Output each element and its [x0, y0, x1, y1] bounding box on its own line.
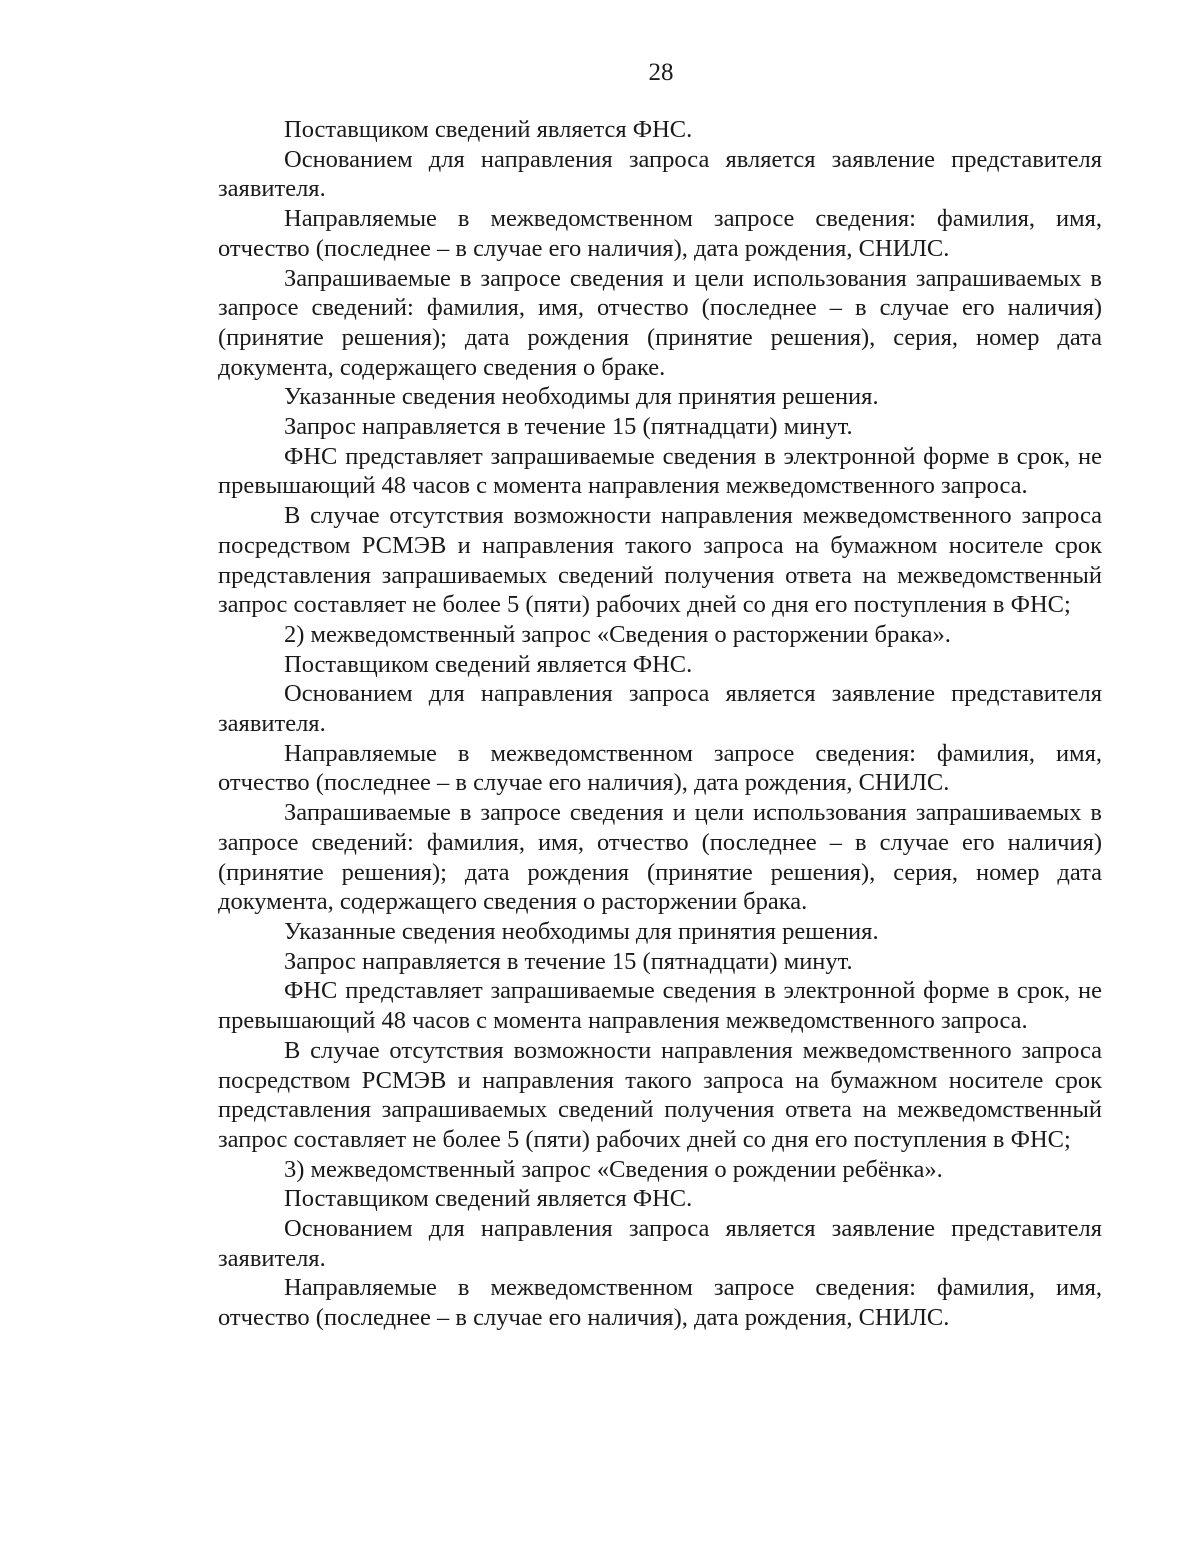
paragraph-sent-data-1: Направляемые в межведомственном запросе сведения: фамилия, имя, отчество (последнее – в случае его наличия), дата рождения, СНИЛС.: [218, 205, 1102, 262]
paragraph-item-3-heading: 3) межведомственный запрос «Сведения о рождении ребёнка».: [284, 1155, 943, 1183]
paragraph-response-time-1: ФНС представляет запрашиваемые сведения в электронной форме в срок, не превышающий 48 часов с момента направления межведомственного запроса.: [218, 442, 1102, 500]
paragraph-purpose-1: Указанные сведения необходимы для принятия решения.: [284, 383, 879, 411]
paragraph-paper-request-1: В случае отсутствия возможности направления межведомственного запроса посредством РСМЭВ и направления такого запроса на бумажном носителе срок представления запрашиваемых сведений получения ответа на межведомственный запрос составляет не более 5 (пяти) рабочих дней со дня его поступления в ФНС;: [218, 502, 1102, 619]
document-body: [218, 115, 1102, 1333]
paragraph-supplier-3: Поставщиком сведений является ФНС.: [284, 1185, 693, 1213]
paragraph-response-time-2: ФНС представляет запрашиваемые сведения в электронной форме в срок, не превышающий 48 часов с момента направления межведомственного запроса.: [218, 977, 1102, 1035]
paragraph-basis-1: Основанием для направления запроса является заявление представителя заявителя.: [218, 145, 1102, 203]
paragraph-sent-data-3: Направляемые в межведомственном запросе сведения: фамилия, имя, отчество (последнее – в случае его наличия), дата рождения, СНИЛС.: [218, 1274, 1102, 1332]
page-number: 28: [648, 59, 674, 86]
paragraph-paper-request-2: В случае отсутствия возможности направления межведомственного запроса посредством РСМЭВ и направления такого запроса на бумажном носителе срок представления запрашиваемых сведений получения ответа на межведомственный запрос составляет не более 5 (пяти) рабочих дней со дня его поступления в ФНС;: [218, 1036, 1102, 1153]
paragraph-supplier-2: Поставщиком сведений является ФНС.: [284, 650, 693, 678]
paragraph-purpose-2: Указанные сведения необходимы для принятия решения.: [284, 917, 879, 945]
paragraph-supplier-1: Поставщиком сведений является ФНС.: [284, 116, 693, 143]
paragraph-request-time-2: Запрос направляется в течение 15 (пятнадцати) минут.: [284, 947, 853, 975]
paragraph-item-2-heading: 2) межведомственный запрос «Сведения о расторжении брака».: [284, 620, 951, 648]
paragraph-requested-data-2: Запрашиваемые в запросе сведения и цели использования запрашиваемых в запросе сведений: фамилия, имя, отчество (последнее – в случае его наличия) (принятие решения); дата рождения (принятие решения), серия, номер дата документа, содержащего сведения о расторжении брака.: [218, 799, 1102, 916]
paragraph-request-time-1: Запрос направляется в течение 15 (пятнадцати) минут.: [284, 413, 853, 441]
paragraph-requested-data-1: Запрашиваемые в запросе сведения и цели использования запрашиваемых в запросе сведений: фамилия, имя, отчество (последнее – в случае его наличия) (принятие решения); дата рождения (принятие решения), серия, номер дата документа, содержащего сведения о браке.: [218, 264, 1102, 381]
paragraph-basis-2: Основанием для направления запроса является заявление представителя заявителя.: [218, 680, 1102, 738]
paragraph-basis-3: Основанием для направления запроса является заявление представителя заявителя.: [218, 1215, 1102, 1272]
paragraph-sent-data-2: Направляемые в межведомственном запросе сведения: фамилия, имя, отчество (последнее – в случае его наличия), дата рождения, СНИЛС.: [218, 739, 1102, 797]
